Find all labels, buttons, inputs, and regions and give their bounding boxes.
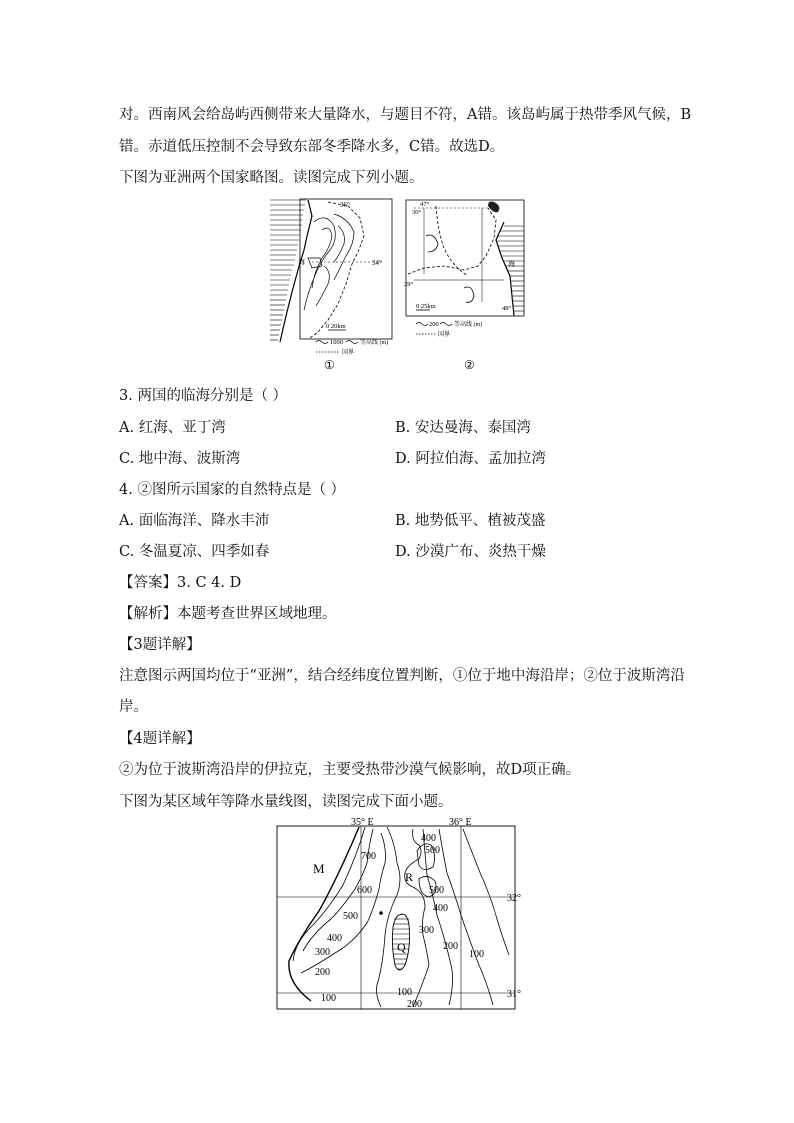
map2-contour-label: 等高线 (m) (454, 322, 483, 328)
contour-label: 100 (321, 993, 336, 1004)
contour-label: 100 (397, 987, 412, 998)
map1-contour-label: 等高线 (m) (360, 340, 389, 346)
map2-lat-top: 30° (412, 209, 422, 216)
contour-label: 500 (343, 911, 358, 922)
map2-caption: ② (464, 358, 475, 372)
map1-sea-label: 海 (298, 258, 305, 266)
figure-isohyet-map (273, 815, 535, 1011)
label-r: R (405, 870, 414, 884)
analysis-line: 【解析】本题考查世界区域地理。 (119, 606, 337, 622)
contour-label: 200 (315, 967, 330, 978)
intro-2: 下图为某区域年等降水量线图，读图完成下面小题。 (119, 794, 453, 810)
q3-option-c: C. 地中海、波斯湾 (119, 451, 241, 467)
answer-line: 【答案】3. C 4. D (119, 575, 242, 591)
text-line-1: 对。西南风会给岛屿西侧带来大量降水，与题目不符，A错。该岛屿属于热带季风气候，B (119, 107, 692, 123)
label-m: M (313, 861, 325, 876)
q3-option-b: B. 安达曼海、泰国湾 (395, 420, 531, 436)
contour-label: 300 (419, 925, 434, 936)
detail-3-title: 【3题详解】 (119, 637, 201, 653)
lat-32-label: 32° (507, 893, 521, 904)
lon-36-label: 36° E (449, 817, 472, 828)
lon-35-label: 35° E (351, 817, 374, 828)
map1-caption: ① (324, 358, 335, 372)
question-4-stem: 4. ②图所示国家的自然特点是（ ） (119, 482, 346, 498)
map1-contour-value: 1000 (330, 339, 343, 346)
map1-lon-label: 34° (372, 259, 382, 267)
contour-label: 400 (433, 903, 448, 914)
q4-option-d: D. 沙漠广布、炎热干燥 (395, 544, 546, 560)
question-3-stem: 3. 两国的临海分别是（ ） (119, 388, 288, 404)
detail-3-line-1: 注意图示两国均位于“亚洲”，结合经纬度位置判断，①位于地中海沿岸；②位于波斯湾沿 (119, 668, 685, 684)
contour-label: 200 (407, 999, 422, 1010)
q4-option-b: B. 地势低平、植被茂盛 (395, 513, 546, 529)
map2-border-label: 国界 (438, 332, 451, 338)
contour-label: 300 (315, 947, 330, 958)
contour-label: 200 (443, 941, 458, 952)
sea-hatching (270, 200, 306, 340)
contour-label: 400 (421, 833, 436, 844)
contour-label: 600 (357, 885, 372, 896)
contour-label: 700 (361, 851, 376, 862)
contour-label: 400 (327, 933, 342, 944)
q3-option-a: A. 红海、亚丁湾 (119, 420, 226, 436)
map-1 (270, 199, 392, 372)
sea-hatching-2 (497, 226, 524, 311)
map1-border-label: 国界 (342, 350, 355, 356)
map2-lat-bottom: 29° (404, 281, 414, 288)
lat-31-label: 31° (507, 989, 521, 1000)
detail-4-title: 【4题详解】 (119, 731, 201, 747)
map2-scale: 0 25km (416, 303, 436, 310)
map2-sea-label: 海 (508, 260, 515, 268)
contour-label: 500 (429, 885, 444, 896)
label-q: Q (397, 940, 406, 954)
map1-lat-label: 36° (340, 201, 350, 209)
q4-option-a: A. 面临海洋、降水丰沛 (119, 513, 270, 529)
q4-option-c: C. 冬温夏凉、四季如春 (119, 544, 270, 560)
q3-option-d: D. 阿拉伯海、孟加拉湾 (395, 451, 546, 467)
figure-two-countries-map (268, 192, 528, 372)
detail-3-line-2: 岸。 (119, 699, 148, 715)
map2-contour-value: 200 (429, 321, 439, 328)
map1-scale: 0 20km (326, 323, 346, 330)
map-2 (404, 200, 524, 372)
contour-label: 100 (469, 949, 484, 960)
map2-lon-bottom: 48° (502, 305, 512, 312)
detail-4-line-1: ②为位于波斯湾沿岸的伊拉克，主要受热带沙漠气候影响，故D项正确。 (119, 762, 581, 778)
text-line-2: 错。赤道低压控制不会导致东部冬季降水多，C错。故选D。 (119, 139, 505, 155)
text-line-3: 下图为亚洲两个国家略图。读图完成下列小题。 (119, 170, 424, 186)
map2-lon-top: 47° (420, 201, 430, 208)
contour-label: 500 (425, 845, 440, 856)
